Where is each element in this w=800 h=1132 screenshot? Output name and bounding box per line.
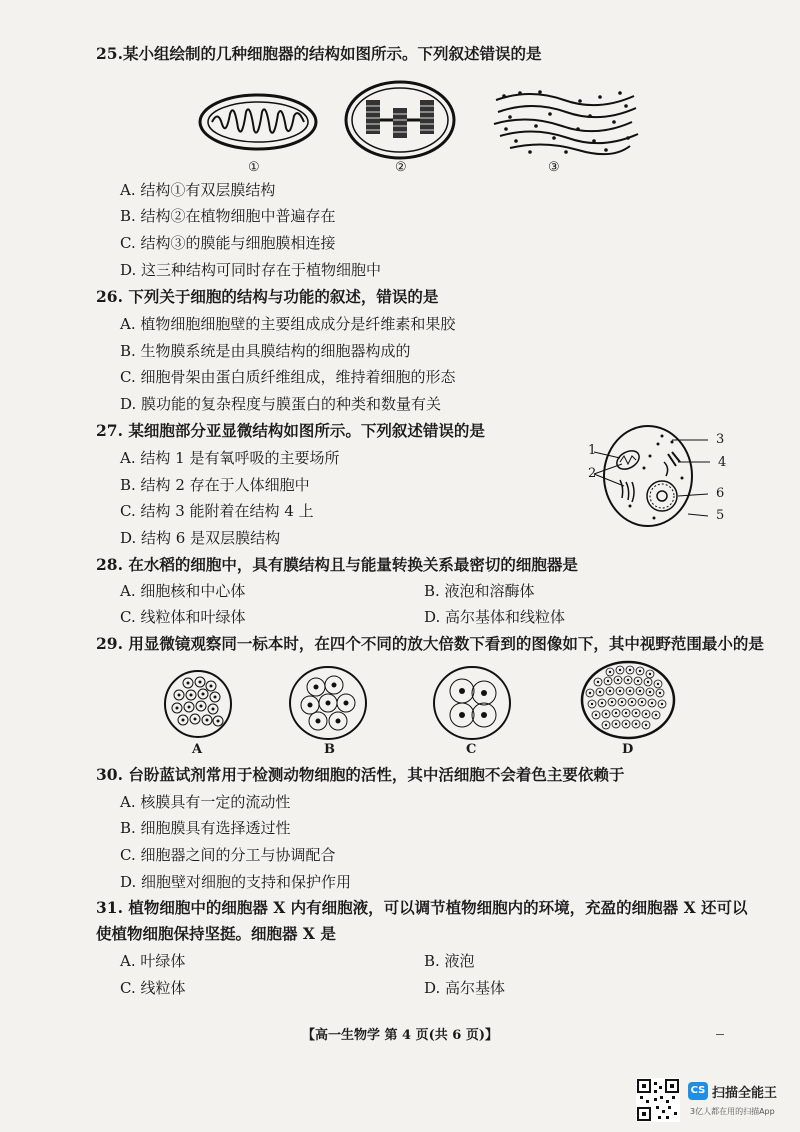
fig29-label-b: B: [324, 742, 335, 757]
page-footer: 【高一生物学 第 4 页(共 6 页)】: [301, 1028, 499, 1043]
q27-stem: 27. 某细胞部分亚显微结构如图所示。下列叙述错误的是: [96, 421, 485, 440]
microscope-view-b: [288, 665, 368, 741]
q31-stem-line2: 使植物细胞保持坚挺。细胞器 X 是: [96, 924, 336, 943]
q26-option-b: B. 生物膜系统是由具膜结构的细胞器构成的: [120, 342, 411, 360]
q30-option-a: A. 核膜具有一定的流动性: [120, 793, 291, 811]
q30-option-d: D. 细胞壁对细胞的支持和保护作用: [120, 873, 352, 891]
q28-stem: 28. 在水稻的细胞中，具有膜结构且与能量转换关系最密切的细胞器是: [96, 555, 578, 574]
q27-option-a: A. 结构 1 是有氧呼吸的主要场所: [120, 449, 340, 467]
fig29-label-a: A: [192, 742, 203, 757]
fig27-label-1: 1: [588, 443, 597, 458]
q28-option-d: D. 高尔基体和线粒体: [424, 608, 566, 626]
fig27-label-5: 5: [716, 508, 725, 523]
q27-option-d: D. 结构 6 是双层膜结构: [120, 529, 281, 547]
fig25-label-2: ②: [395, 160, 407, 175]
q26-option-a: A. 植物细胞细胞壁的主要组成成分是纤维素和果胶: [120, 315, 456, 333]
q28-option-a: A. 细胞核和中心体: [120, 582, 246, 600]
q26-stem: 26. 下列关于细胞的结构与功能的叙述，错误的是: [96, 287, 439, 306]
q28-option-c: C. 线粒体和叶绿体: [120, 608, 246, 626]
fig25-label-3: ③: [548, 160, 560, 175]
fig25-label-1: ①: [248, 160, 260, 175]
q28-option-b: B. 液泡和溶酶体: [424, 582, 535, 600]
q27-option-c: C. 结构 3 能附着在结构 4 上: [120, 502, 314, 520]
cell-structure-figure: [600, 422, 700, 532]
q26-option-d: D. 膜功能的复杂程度与膜蛋白的种类和数量有关: [120, 395, 442, 413]
watermark-tagline: 3亿人都在用的扫描App: [690, 1107, 775, 1116]
q25-option-d: D. 这三种结构可同时存在于植物细胞中: [120, 261, 382, 279]
fig27-label-3: 3: [716, 432, 725, 447]
chloroplast-figure: [344, 80, 456, 160]
mitochondrion-figure: [198, 92, 318, 152]
q27-option-b: B. 结构 2 存在于人体细胞中: [120, 476, 310, 494]
q25-option-c: C. 结构③的膜能与细胞膜相连接: [120, 234, 336, 252]
fig27-label-6: 6: [716, 486, 725, 501]
q31-option-d: D. 高尔基体: [424, 979, 506, 997]
q25-stem: 25.某小组绘制的几种细胞器的结构如图所示。下列叙述错误的是: [96, 44, 542, 63]
fig27-label-4: 4: [718, 455, 727, 470]
microscope-view-a: [163, 669, 233, 739]
q30-stem: 30. 台盼蓝试剂常用于检测动物细胞的活性，其中活细胞不会着色主要依赖于: [96, 765, 625, 784]
endoplasmic-reticulum-figure: [490, 86, 640, 156]
q25-option-b: B. 结构②在植物细胞中普遍存在: [120, 207, 336, 225]
q31-option-a: A. 叶绿体: [120, 952, 186, 970]
fig29-label-d: D: [622, 742, 634, 757]
fig27-label-2: 2: [588, 466, 597, 481]
q29-stem: 29. 用显微镜观察同一标本时，在四个不同的放大倍数下看到的图像如下，其中视野范围最小的是: [96, 634, 764, 653]
footer-dash: [716, 1034, 724, 1035]
q26-option-c: C. 细胞骨架由蛋白质纤维组成，维持着细胞的形态: [120, 368, 456, 386]
q31-option-b: B. 液泡: [424, 952, 475, 970]
microscope-view-d: [580, 660, 676, 740]
q25-option-a: A. 结构①有双层膜结构: [120, 181, 276, 199]
q31-option-c: C. 线粒体: [120, 979, 186, 997]
microscope-view-c: [432, 665, 512, 741]
qr-code-icon: [636, 1078, 680, 1122]
q31-stem-line1: 31. 植物细胞中的细胞器 X 内有细胞液，可以调节植物细胞内的环境，充盈的细胞器 X 还可以: [96, 898, 748, 917]
fig29-label-c: C: [466, 742, 477, 757]
q30-option-c: C. 细胞器之间的分工与协调配合: [120, 846, 336, 864]
q30-option-b: B. 细胞膜具有选择透过性: [120, 819, 291, 837]
watermark-name: 扫描全能王: [712, 1086, 778, 1101]
camscanner-logo-icon: CS: [688, 1082, 708, 1100]
